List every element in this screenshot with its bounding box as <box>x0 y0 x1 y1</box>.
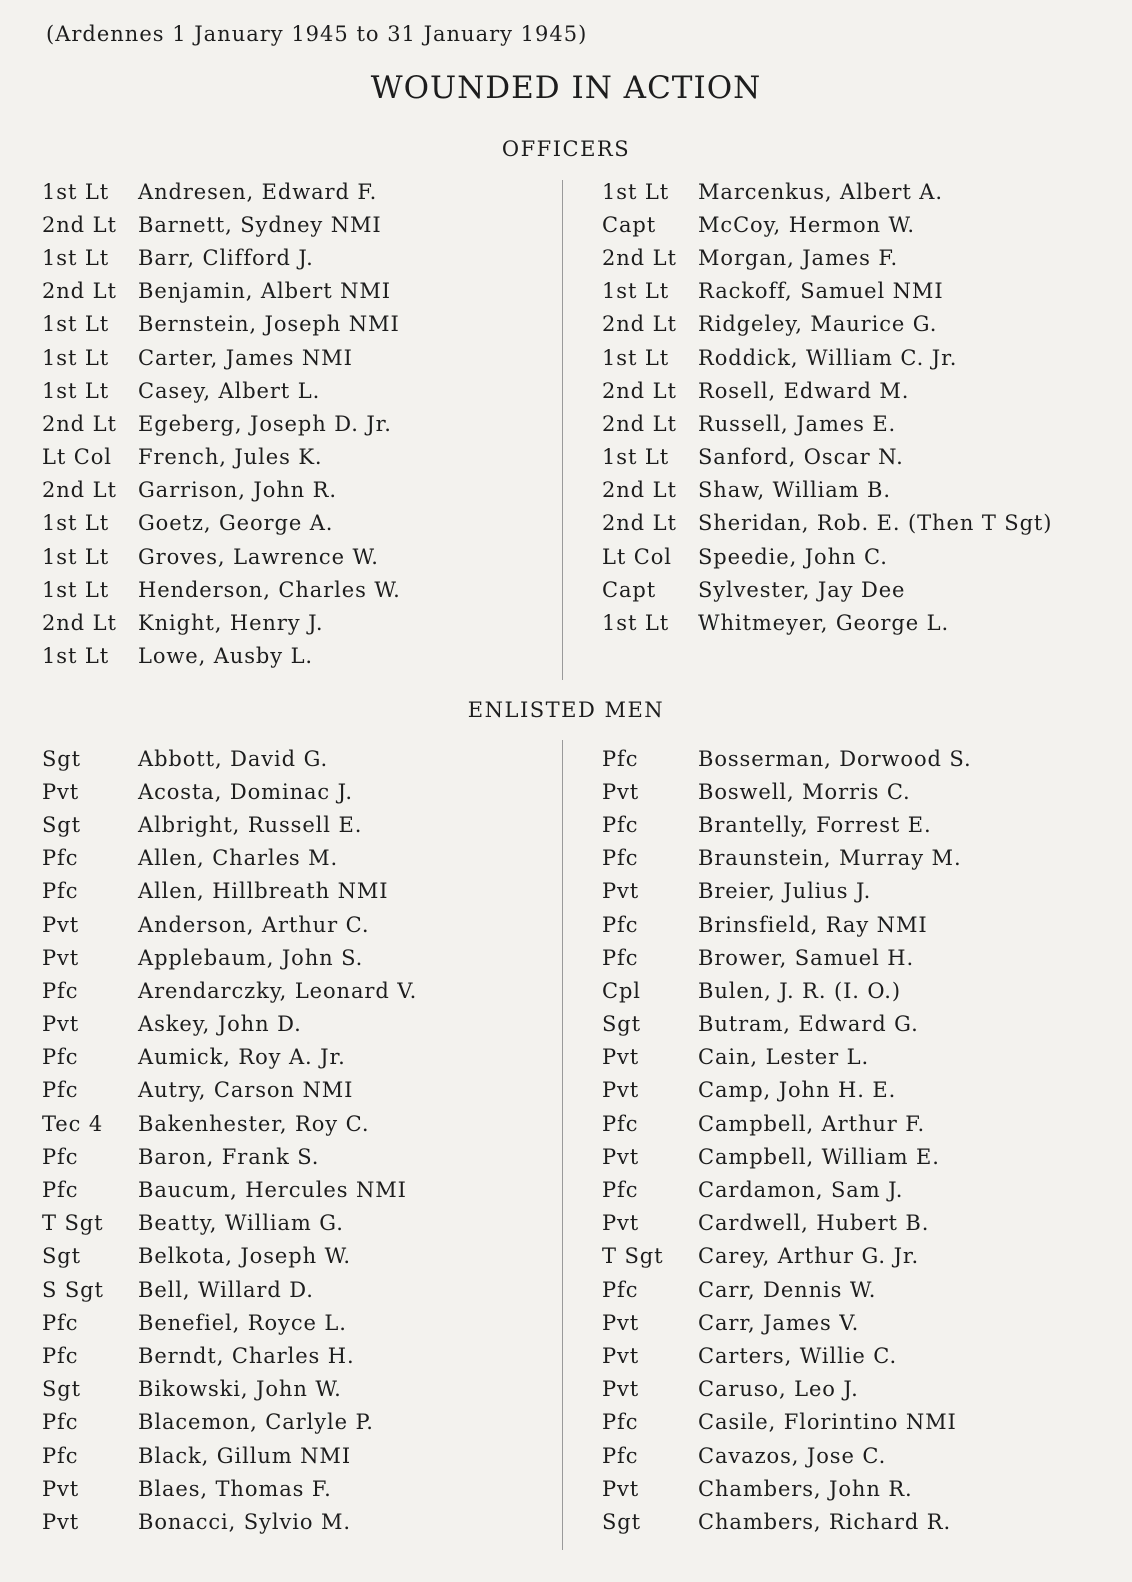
rank-label: Pfc <box>602 1410 639 1435</box>
person-name: Chambers, John R. <box>698 1476 913 1501</box>
list-row <box>602 1439 1127 1472</box>
rank-label: 2nd Lt <box>602 312 677 337</box>
person-name: Allen, Charles M. <box>138 846 339 871</box>
list-row <box>602 606 1127 639</box>
list-row <box>602 241 1127 274</box>
rank-label: S Sgt <box>42 1277 104 1302</box>
person-name: Belkota, Joseph W. <box>138 1244 351 1269</box>
rank-label: Pvt <box>602 1144 640 1169</box>
list-row <box>42 1173 557 1206</box>
page-title: WOUNDED IN ACTION <box>370 70 762 106</box>
list-row <box>42 441 557 474</box>
list-row <box>42 640 557 673</box>
person-name: Applebaum, John S. <box>138 945 364 970</box>
enlisted-heading: ENLISTED MEN <box>467 698 665 722</box>
officers-heading: OFFICERS <box>501 137 631 161</box>
list-row <box>602 1273 1127 1306</box>
person-name: Speedie, John C. <box>698 544 888 569</box>
list-row <box>602 1041 1127 1074</box>
person-name: Aumick, Roy A. Jr. <box>138 1045 346 1070</box>
person-name: Bell, Willard D. <box>138 1277 314 1302</box>
list-row <box>602 275 1127 308</box>
rank-label: 1st Lt <box>42 544 110 569</box>
rank-label: Pvt <box>602 1476 640 1501</box>
list-row <box>42 1240 557 1273</box>
officers-column-divider <box>562 180 563 680</box>
rank-label: Pfc <box>602 846 639 871</box>
rank-label: Pvt <box>602 1377 640 1402</box>
rank-label: 2nd Lt <box>42 212 117 237</box>
person-name: Garrison, John R. <box>138 478 337 503</box>
list-row <box>602 1505 1127 1538</box>
person-name: Albright, Russell E. <box>138 812 363 837</box>
rank-label: 1st Lt <box>602 611 670 636</box>
list-row <box>602 1140 1127 1173</box>
rank-label: Capt <box>602 212 657 237</box>
list-row <box>602 1306 1127 1339</box>
rank-label: 1st Lt <box>42 511 110 536</box>
list-row <box>42 175 557 208</box>
person-name: Abbott, David G. <box>138 746 329 771</box>
rank-label: 2nd Lt <box>602 411 677 436</box>
rank-label: Pfc <box>42 1045 79 1070</box>
person-name: Roddick, William C. Jr. <box>698 345 958 370</box>
rank-label: Sgt <box>42 1377 81 1402</box>
list-row <box>42 1505 557 1538</box>
list-row <box>602 1008 1127 1041</box>
list-row <box>42 974 557 1007</box>
person-name: Campbell, William E. <box>698 1144 940 1169</box>
rank-label: Pvt <box>42 945 80 970</box>
rank-label: Pfc <box>602 1277 639 1302</box>
person-name: Caruso, Leo J. <box>698 1377 859 1402</box>
person-name: Arendarczky, Leonard V. <box>138 978 418 1003</box>
list-row <box>602 842 1127 875</box>
rank-label: Pvt <box>602 1310 640 1335</box>
rank-label: Pvt <box>42 1476 80 1501</box>
rank-label: 2nd Lt <box>42 478 117 503</box>
person-name: Bernstein, Joseph NMI <box>138 312 400 337</box>
person-name: Carter, James NMI <box>138 345 353 370</box>
person-name: Blaes, Thomas F. <box>138 1476 332 1501</box>
list-row <box>42 1273 557 1306</box>
rank-label: Pfc <box>42 1178 79 1203</box>
rank-label: 2nd Lt <box>42 611 117 636</box>
rank-label: 2nd Lt <box>42 279 117 304</box>
rank-label: 1st Lt <box>42 378 110 403</box>
person-name: Baron, Frank S. <box>138 1144 320 1169</box>
person-name: Allen, Hillbreath NMI <box>138 879 389 904</box>
rank-label: Pvt <box>42 1509 80 1534</box>
list-row <box>42 1008 557 1041</box>
rank-label: Lt Col <box>602 544 672 569</box>
person-name: Braunstein, Murray M. <box>698 846 962 871</box>
list-row <box>602 175 1127 208</box>
person-name: French, Jules K. <box>138 445 323 470</box>
rank-label: Pfc <box>42 1443 79 1468</box>
person-name: Boswell, Morris C. <box>698 779 911 804</box>
list-row <box>42 775 557 808</box>
list-row <box>42 241 557 274</box>
rank-label: Pvt <box>42 1012 80 1037</box>
rank-label: Pfc <box>602 1443 639 1468</box>
list-row <box>602 407 1127 440</box>
rank-label: 1st Lt <box>42 577 110 602</box>
list-row <box>602 974 1127 1007</box>
person-name: Chambers, Richard R. <box>698 1509 952 1534</box>
rank-label: Pvt <box>602 1211 640 1236</box>
list-row <box>42 875 557 908</box>
person-name: Marcenkus, Albert A. <box>698 179 943 204</box>
person-name: Lowe, Ausby L. <box>138 644 314 669</box>
rank-label: T Sgt <box>42 1211 104 1236</box>
rank-label: Pfc <box>42 1078 79 1103</box>
rank-label: 1st Lt <box>602 179 670 204</box>
rank-label: Pfc <box>42 978 79 1003</box>
list-row <box>42 341 557 374</box>
list-row <box>42 1041 557 1074</box>
list-row <box>602 941 1127 974</box>
list-row <box>602 308 1127 341</box>
person-name: Bonacci, Sylvio M. <box>138 1509 351 1534</box>
person-name: Egeberg, Joseph D. Jr. <box>138 411 392 436</box>
person-name: Berndt, Charles H. <box>138 1343 355 1368</box>
rank-label: Pfc <box>602 746 639 771</box>
list-row <box>602 507 1127 540</box>
rank-label: Sgt <box>602 1012 641 1037</box>
rank-label: Pfc <box>602 912 639 937</box>
person-name: Russell, James E. <box>698 411 897 436</box>
list-row <box>42 808 557 841</box>
rank-label: 1st Lt <box>602 345 670 370</box>
list-row <box>42 474 557 507</box>
rank-label: Pvt <box>602 879 640 904</box>
rank-label: Lt Col <box>42 445 112 470</box>
rank-label: Pvt <box>602 1045 640 1070</box>
officers-left-column <box>42 175 557 673</box>
list-row <box>602 374 1127 407</box>
rank-label: 2nd Lt <box>602 478 677 503</box>
person-name: Shaw, William B. <box>698 478 891 503</box>
person-name: Carters, Willie C. <box>698 1343 898 1368</box>
list-row <box>42 842 557 875</box>
rank-label: Pvt <box>42 912 80 937</box>
rank-label: Pvt <box>602 1343 640 1368</box>
person-name: Cardwell, Hubert B. <box>698 1211 930 1236</box>
list-row <box>42 742 557 775</box>
rank-label: 1st Lt <box>602 279 670 304</box>
person-name: Cardamon, Sam J. <box>698 1178 904 1203</box>
rank-label: Pfc <box>602 1178 639 1203</box>
rank-label: Tec 4 <box>42 1111 104 1136</box>
list-row <box>42 1472 557 1505</box>
list-row <box>602 808 1127 841</box>
rank-label: 2nd Lt <box>602 245 677 270</box>
person-name: Knight, Henry J. <box>138 611 324 636</box>
person-name: Whitmeyer, George L. <box>698 611 950 636</box>
list-row <box>42 1107 557 1140</box>
person-name: Casey, Albert L. <box>138 378 321 403</box>
person-name: Sylvester, Jay Dee <box>698 577 906 602</box>
rank-label: Sgt <box>42 746 81 771</box>
list-row <box>602 1173 1127 1206</box>
list-row <box>42 208 557 241</box>
rank-label: Sgt <box>602 1509 641 1534</box>
person-name: Bulen, J. R. (I. O.) <box>698 978 901 1003</box>
list-row <box>42 308 557 341</box>
list-row <box>42 606 557 639</box>
person-name: Bikowski, John W. <box>138 1377 342 1402</box>
enlisted-right-column <box>602 742 1127 1539</box>
rank-label: Pfc <box>602 945 639 970</box>
rank-label: Pfc <box>42 1310 79 1335</box>
rank-label: Pfc <box>42 879 79 904</box>
rank-label: 1st Lt <box>42 179 110 204</box>
list-row <box>602 908 1127 941</box>
list-row <box>42 1074 557 1107</box>
person-name: Camp, John H. E. <box>698 1078 897 1103</box>
person-name: Rackoff, Samuel NMI <box>698 279 944 304</box>
list-row <box>602 208 1127 241</box>
rank-label: Pvt <box>602 779 640 804</box>
rank-label: Pfc <box>42 1410 79 1435</box>
person-name: Beatty, William G. <box>138 1211 344 1236</box>
list-row <box>42 1406 557 1439</box>
rank-label: T Sgt <box>602 1244 664 1269</box>
enlisted-left-column <box>42 742 557 1539</box>
list-row <box>602 1074 1127 1107</box>
person-name: Bakenhester, Roy C. <box>138 1111 370 1136</box>
list-row <box>42 374 557 407</box>
person-name: Carey, Arthur G. Jr. <box>698 1244 920 1269</box>
person-name: Baucum, Hercules NMI <box>138 1178 407 1203</box>
rank-label: 1st Lt <box>42 245 110 270</box>
rank-label: 2nd Lt <box>602 378 677 403</box>
list-row <box>602 540 1127 573</box>
person-name: Brinsfield, Ray NMI <box>698 912 928 937</box>
person-name: Barr, Clifford J. <box>138 245 314 270</box>
person-name: Anderson, Arthur C. <box>138 912 370 937</box>
person-name: Benjamin, Albert NMI <box>138 279 391 304</box>
person-name: Blacemon, Carlyle P. <box>138 1410 374 1435</box>
list-row <box>42 407 557 440</box>
list-row <box>602 573 1127 606</box>
person-name: Butram, Edward G. <box>698 1012 919 1037</box>
list-row <box>42 507 557 540</box>
rank-label: 1st Lt <box>602 445 670 470</box>
person-name: Cain, Lester L. <box>698 1045 870 1070</box>
list-row <box>602 1339 1127 1372</box>
rank-label: Sgt <box>42 812 81 837</box>
person-name: McCoy, Hermon W. <box>698 212 915 237</box>
list-row <box>602 775 1127 808</box>
person-name: Ridgeley, Maurice G. <box>698 312 938 337</box>
person-name: Carr, Dennis W. <box>698 1277 877 1302</box>
rank-label: Pfc <box>42 1343 79 1368</box>
person-name: Carr, James V. <box>698 1310 860 1335</box>
list-row <box>602 1472 1127 1505</box>
person-name: Sheridan, Rob. E. (Then T Sgt) <box>698 511 1053 536</box>
list-row <box>42 1306 557 1339</box>
person-name: Campbell, Arthur F. <box>698 1111 926 1136</box>
list-row <box>42 1339 557 1372</box>
list-row <box>42 540 557 573</box>
person-name: Rosell, Edward M. <box>698 378 910 403</box>
rank-label: Pfc <box>602 812 639 837</box>
enlisted-column-divider <box>562 740 563 1550</box>
person-name: Bosserman, Dorwood S. <box>698 746 972 771</box>
person-name: Askey, John D. <box>138 1012 302 1037</box>
person-name: Acosta, Dominac J. <box>138 779 353 804</box>
rank-label: Pfc <box>42 846 79 871</box>
person-name: Goetz, George A. <box>138 511 334 536</box>
rank-label: 1st Lt <box>42 644 110 669</box>
rank-label: 1st Lt <box>42 312 110 337</box>
person-name: Henderson, Charles W. <box>138 577 401 602</box>
person-name: Andresen, Edward F. <box>138 179 378 204</box>
list-row <box>42 941 557 974</box>
rank-label: Cpl <box>602 978 641 1003</box>
rank-label: Sgt <box>42 1244 81 1269</box>
rank-label: 2nd Lt <box>42 411 117 436</box>
person-name: Morgan, James F. <box>698 245 899 270</box>
rank-label: 1st Lt <box>42 345 110 370</box>
list-row <box>602 1406 1127 1439</box>
date-range-line: (Ardennes 1 January 1945 to 31 January 1945) <box>46 22 588 46</box>
person-name: Black, Gillum NMI <box>138 1443 352 1468</box>
list-row <box>602 1107 1127 1140</box>
list-row <box>42 1439 557 1472</box>
list-row <box>42 1140 557 1173</box>
list-row <box>42 1207 557 1240</box>
person-name: Casile, Florintino NMI <box>698 1410 957 1435</box>
person-name: Breier, Julius J. <box>698 879 872 904</box>
list-row <box>602 742 1127 775</box>
person-name: Groves, Lawrence W. <box>138 544 379 569</box>
rank-label: Pfc <box>602 1111 639 1136</box>
rank-label: Pfc <box>42 1144 79 1169</box>
list-row <box>602 1207 1127 1240</box>
person-name: Cavazos, Jose C. <box>698 1443 887 1468</box>
rank-label: 2nd Lt <box>602 511 677 536</box>
rank-label: Capt <box>602 577 657 602</box>
list-row <box>602 875 1127 908</box>
person-name: Barnett, Sydney NMI <box>138 212 382 237</box>
person-name: Autry, Carson NMI <box>138 1078 354 1103</box>
rank-label: Pvt <box>42 779 80 804</box>
list-row <box>602 441 1127 474</box>
person-name: Brantelly, Forrest E. <box>698 812 932 837</box>
person-name: Benefiel, Royce L. <box>138 1310 347 1335</box>
list-row <box>602 1373 1127 1406</box>
rank-label: Pvt <box>602 1078 640 1103</box>
list-row <box>602 341 1127 374</box>
list-row <box>602 474 1127 507</box>
list-row <box>42 908 557 941</box>
person-name: Sanford, Oscar N. <box>698 445 904 470</box>
list-row <box>602 1240 1127 1273</box>
list-row <box>42 275 557 308</box>
list-row <box>42 573 557 606</box>
person-name: Brower, Samuel H. <box>698 945 915 970</box>
officers-right-column <box>602 175 1127 640</box>
list-row <box>42 1373 557 1406</box>
